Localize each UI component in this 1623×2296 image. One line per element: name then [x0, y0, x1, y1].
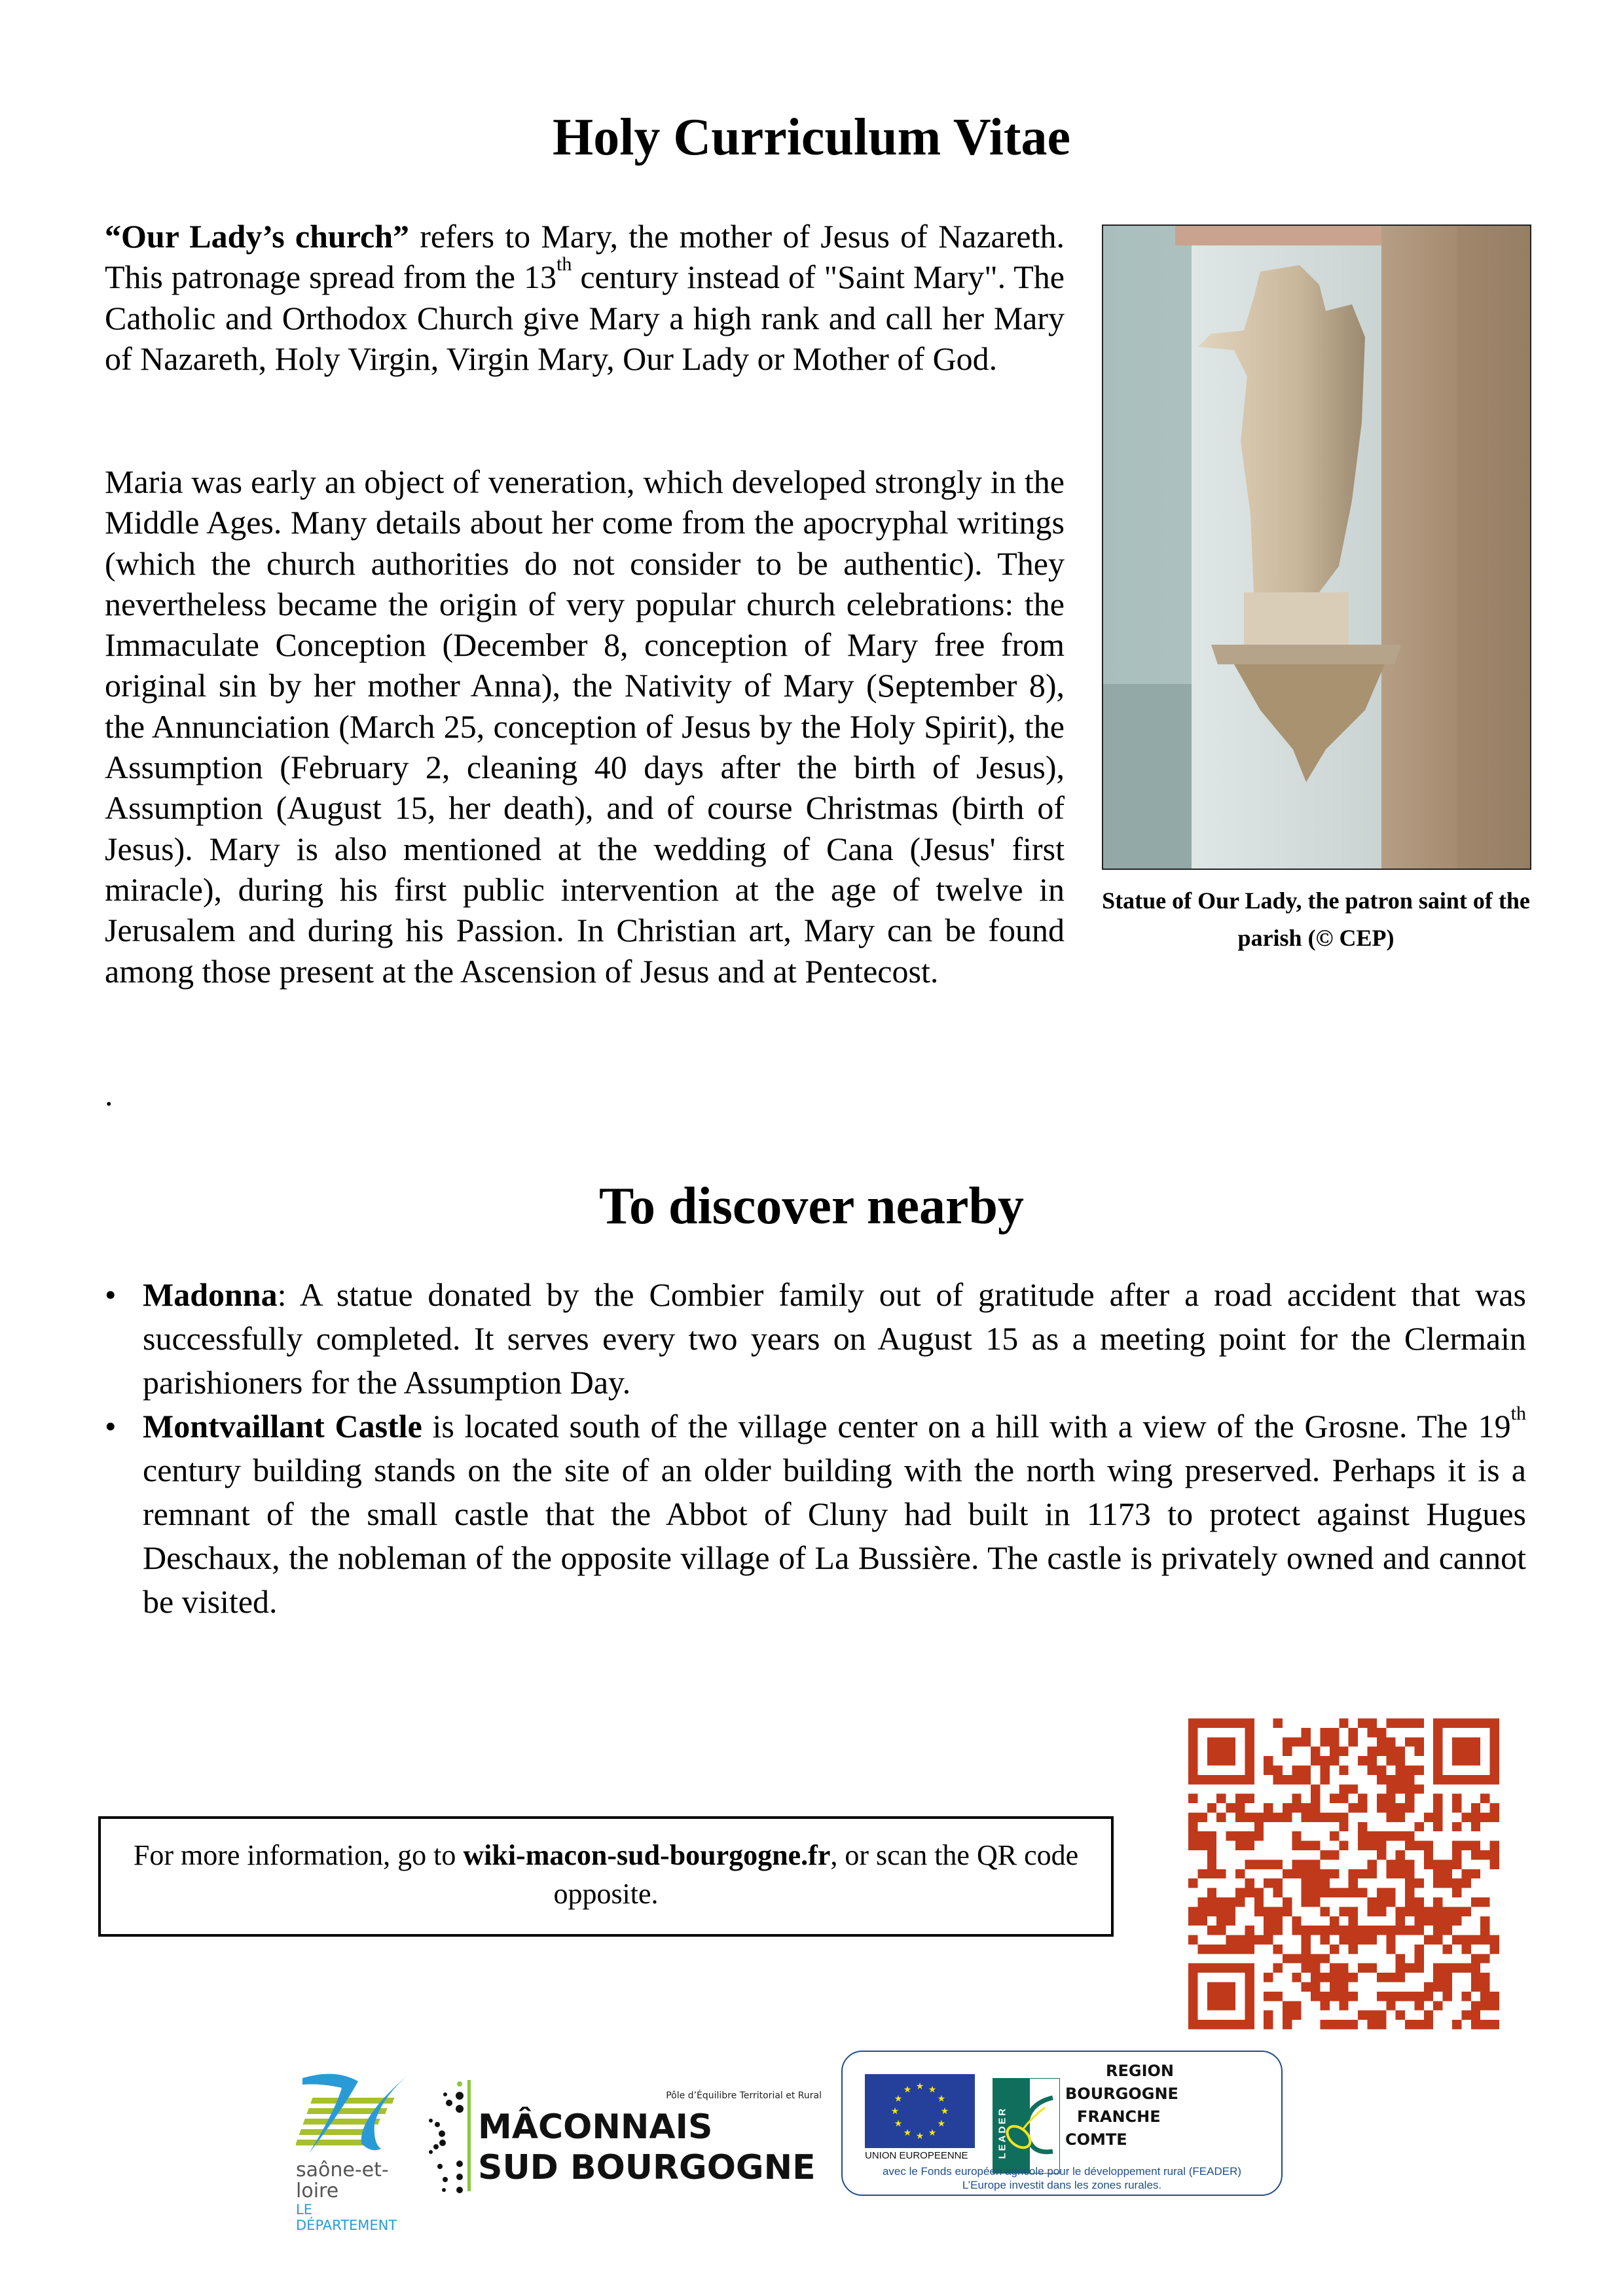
region-line3: FRANCHE [1077, 2108, 1161, 2126]
item-text-2: century building stands on the site of an older building with the north wing preserved. Perhaps it is a remnant of the small castle that the Abbot of Cluny had built in 1173 to protect against Hugues Deschaux, the nobleman of the opposite village of La Bussière. The castle is privately owned and cannot be visited. [143, 1452, 1526, 1620]
intro-sup: th [556, 253, 572, 276]
feader-line2: L’Europe investit dans les zones rurales. [962, 2179, 1162, 2191]
maconnais-sud-bourgogne-logo [426, 2075, 825, 2206]
eu-stars-icon [865, 2074, 975, 2148]
eu-star-icon: ★ [937, 2094, 946, 2104]
intro-text-1: refers to Mary, the mother of Jesus of Nazareth. This patronage spread from the 13 [105, 218, 1065, 296]
saone-et-loire-logo [296, 2072, 414, 2233]
dots-icon [426, 2081, 465, 2199]
region-line4: COMTE [1065, 2130, 1127, 2149]
bullet-icon: • [105, 1276, 117, 1313]
green-divider [467, 2080, 471, 2191]
intro-paragraph [105, 216, 1065, 379]
intro-bold-lead: “Our Lady’s church” [105, 218, 409, 255]
nearby-list [105, 1273, 1527, 1624]
qr-code[interactable] [1188, 1714, 1499, 2034]
eu-star-icon: ★ [890, 2107, 900, 2117]
item-text: : A statue donated by the Combier family out of gratitude after a road accident that was successfully completed. It serves every two years on August 15 as a meeting point for the Clermain parishioners for the Assumption Day. [143, 1276, 1526, 1401]
website-link[interactable]: wiki-macon-sud-bourgogne.fr [463, 1839, 831, 1871]
item-sup: th [1510, 1403, 1527, 1424]
photo-caption: Statue of Our Lady, the patron saint of the parish (© CEP) [1102, 888, 1530, 951]
funding-logos-box [841, 2051, 1283, 2196]
feader-text [843, 2164, 1281, 2192]
feader-line1: avec le Fonds européen agricole pour le développement rural (FEADER) [882, 2165, 1242, 2178]
eu-star-icon: ★ [940, 2107, 949, 2117]
list-item [105, 1273, 1526, 1405]
statue-photo [1102, 224, 1531, 870]
eu-star-icon: ★ [928, 2128, 937, 2138]
bullet-icon: • [105, 1408, 117, 1444]
eu-star-icon: ★ [915, 2082, 924, 2092]
qr-code-icon [1188, 1714, 1499, 2034]
region-line2: BOURGOGNE [1065, 2085, 1178, 2103]
info-text-after: , or scan the QR code opposite. [553, 1839, 1079, 1910]
eu-label: UNION EUROPEENNE [865, 2150, 968, 2161]
eu-star-icon: ★ [937, 2119, 946, 2129]
item-title: Montvaillant Castle [143, 1408, 422, 1444]
info-box [98, 1816, 1114, 1937]
list-item [105, 1403, 1527, 1624]
eu-star-icon: ★ [903, 2085, 912, 2096]
eu-star-icon: ★ [894, 2094, 903, 2104]
item-text: is located south of the village center on a hill with a view of the Grosne. The 19 [422, 1408, 1511, 1444]
intro-text-2: century instead of "Saint Mary". The Catholic and Orthodox Church give Mary a high rank and call her Mary of Nazareth, Holy Virgin, Virgin Mary, Our Lady or Mother of God. [105, 259, 1065, 377]
eu-star-icon: ★ [928, 2085, 937, 2096]
statue-image [1103, 226, 1530, 869]
eu-star-icon: ★ [894, 2119, 903, 2129]
leader-label: LEADER [996, 2106, 1008, 2159]
leader-logo-icon [993, 2078, 1060, 2174]
section-title-nearby: To discover nearby [599, 1177, 1024, 1235]
region-logo [1065, 2060, 1262, 2151]
sud-bourgogne-text: SUD BOURGOGNE [478, 2148, 816, 2187]
saone-et-loire-emblem-icon [296, 2072, 414, 2157]
le-departement-text: LE DÉPARTEMENT [296, 2202, 397, 2233]
item-title: Madonna [143, 1276, 278, 1313]
eu-flag-icon [865, 2074, 975, 2148]
pole-tagline: Pôle d’Équilibre Territorial et Rural [666, 2090, 822, 2101]
eu-star-icon: ★ [915, 2132, 924, 2142]
eu-star-icon: ★ [903, 2128, 912, 2138]
body-paragraph: Maria was early an object of veneration, which developed strongly in the Middle Ages. Many details about her come from the apocryphal writings (which the church authorities do not consider to be authentic). They nevertheless became the origin of very popular church celebrations: the Immaculate Conception (December 8, conception of Mary free from original sin by her mother Anna), the Nativity of Mary (September 8), the Annunciation (March 25, conception of Jesus by the Holy Spirit), the Assumption (February 2, cleaning 40 days after the birth of Jesus), Assumption (August 15, her death), and of course Christmas (birth of Jesus). Mary is also mentioned at the wedding of Cana (Jesus' first miracle), during his first public intervention at the age of twelve in Jerusalem and during his Passion. In Christian art, Mary can be found among those present at the Ascension of Jesus and at Pentecost. [105, 463, 1065, 990]
page-title: Holy Curriculum Vitae [552, 109, 1071, 166]
region-line1: REGION [1106, 2062, 1174, 2080]
maconnais-text: MÂCONNAIS [478, 2108, 713, 2147]
info-text-before: For more information, go to [133, 1839, 464, 1871]
saone-et-loire-text: saône-et-loire [296, 2159, 389, 2202]
trailing-dot: . [105, 1076, 113, 1113]
